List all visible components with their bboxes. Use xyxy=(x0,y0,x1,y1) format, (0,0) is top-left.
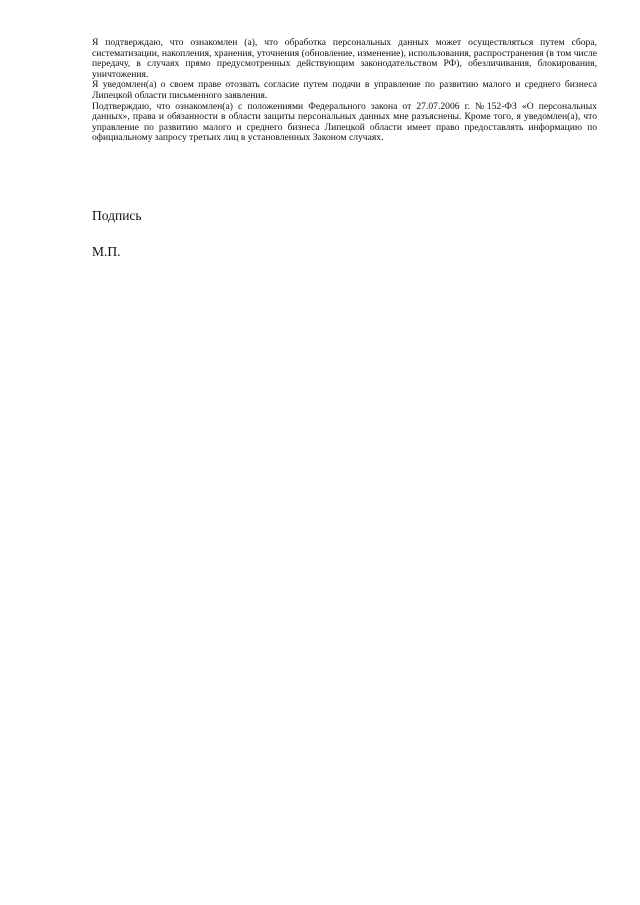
paragraph-processing-consent: Я подтверждаю, что ознакомлен (а), что обработка персональных данных может осуществляться путем сбора, систематизации, накопления, хранения, уточнения (обновление, изменение), использования, распространения (в том числе передачу, в случаях прямо предусмотренных действующим законодательством РФ), обезличивания, блокирования, уничтожения. xyxy=(92,37,597,80)
paragraph-law-acknowledgement: Подтверждаю, что ознакомлен(а) с положениями Федерального закона от 27.07.2006 г. №152-ФЗ «О персональных данных», права и обязанности в области защиты персональных данных мне разъяснены. Кроме того, я уведомлен(а), что управление по развитию малого и среднего бизнеса Липецкой области имеет право предоставлять информацию по официальному запросу третьих лиц в установленных Законом случаях. xyxy=(92,100,597,144)
stamp-label: М.П. xyxy=(92,244,121,259)
consent-text xyxy=(92,38,597,144)
paragraph-revocation-right: Я уведомлен(а) о своем праве отозвать согласие путем подачи в управление по развитию малого и среднего бизнеса Липецкой области письменного заявления. xyxy=(92,79,597,101)
signature-label: Подпись xyxy=(92,208,142,223)
